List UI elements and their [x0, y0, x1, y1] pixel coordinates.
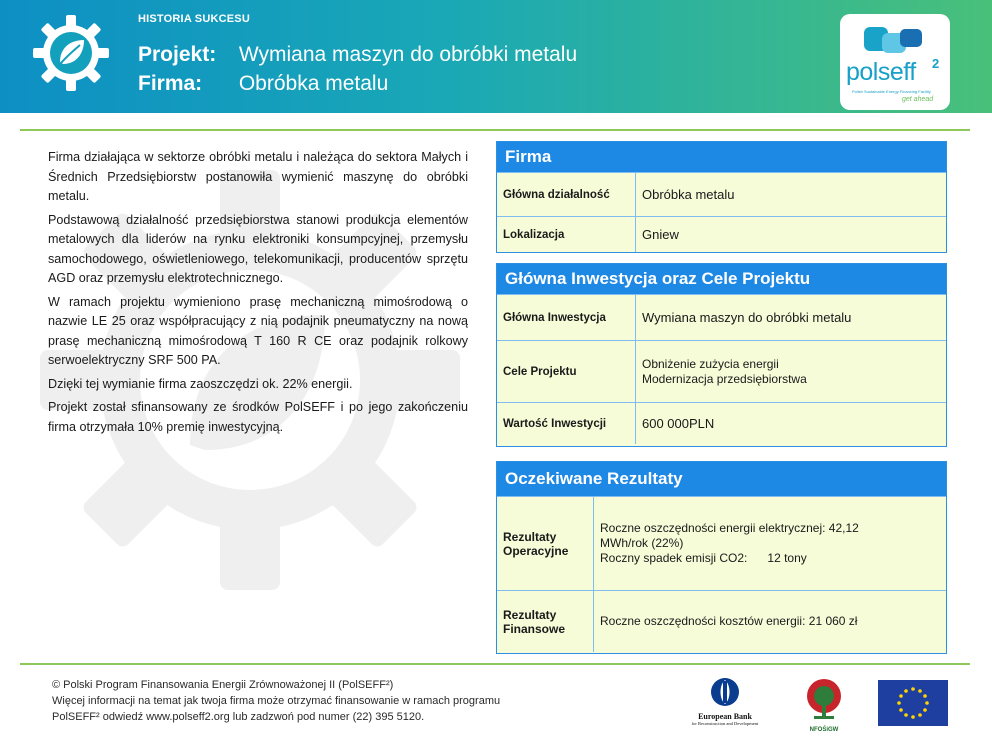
- row-label: [497, 591, 594, 652]
- project-value: Wymiana maszyn do obróbki metalu: [238, 43, 578, 66]
- row-label: Wartość Inwestycji: [497, 403, 636, 444]
- footer-text: [52, 677, 500, 725]
- bottom-divider: [20, 663, 970, 665]
- result-line: Roczne oszczędności energii elektrycznej: 42,12: [600, 521, 859, 535]
- company-label: Firma:: [138, 72, 203, 95]
- row-label: Główna działalność: [497, 173, 636, 216]
- description-text: [48, 148, 468, 441]
- nfosigw-name: NFOŚiGW: [809, 727, 839, 733]
- paragraph: Firma działająca w sektorze obróbki metalu i należąca do sektora Małych i Średnich Przedsiębiorstw postanowiła wymienić maszynę do obróbki metalu.: [48, 150, 468, 203]
- paragraph: Podstawową działalność przedsiębiorstwa stanowi produkcja elementów metalowych dla liderów na rynku elektroniki konsumpcyjnej, przemysłu samochodowego, oświetleniowego, telekomunikacji, producentów sprzętu AGD oraz przemysłu elektrotechnicznego.: [48, 212, 468, 285]
- footer-contact: PolSEFF² odwiedź www.polseff2.org lub zadzwoń pod numer (22) 395 5120.: [52, 711, 425, 723]
- top-divider: [20, 129, 970, 131]
- footer-copyright: © Polski Program Finansowania Energii Zrównoważonej II (PolSEFF²): [52, 679, 394, 691]
- row-label-line: Finansowe: [503, 621, 566, 636]
- goal-line: Obniżenie zużycia energii: [642, 356, 779, 371]
- company-row: [138, 72, 388, 96]
- row-value: [636, 341, 807, 402]
- company-panel-title: Firma: [497, 142, 946, 172]
- paragraph: Projekt został sfinansowany ze środków PolSEFF i po jego zakończeniu firma otrzymała 10% premię inwestycyjną.: [48, 400, 468, 434]
- story-label: HISTORIA SUKCESU: [138, 13, 250, 25]
- polseff-mark-icon: [860, 23, 930, 57]
- investment-panel-title: Główna Inwestycja oraz Cele Projektu: [497, 264, 946, 294]
- header-banner: [0, 0, 992, 113]
- goal-line: Modernizacja przedsiębiorstwa: [642, 371, 807, 386]
- table-row: [497, 340, 946, 402]
- table-row: [497, 402, 946, 444]
- result-line: MWh/rok (22%): [600, 536, 684, 550]
- paragraph: W ramach projektu wymieniono prasę mechaniczną mimośrodową o nazwie LE 25 oraz współpracujący z nią podajnik pneumatyczny na nową prasę mechaniczną mimośrodową T 160 R CE oraz podajnik rolkowy serwoelektryczny SRF 500 PA.: [48, 294, 468, 367]
- table-row: [497, 294, 946, 340]
- row-value: Obróbka metalu: [642, 187, 735, 202]
- company-value: Obróbka metalu: [238, 72, 389, 95]
- polseff-logo: [840, 14, 950, 110]
- company-panel: [496, 141, 947, 253]
- row-value: 600 000PLN: [642, 416, 715, 431]
- row-label-line: Rezultaty: [503, 607, 557, 622]
- ebrd-logo: [680, 677, 770, 733]
- row-value: [594, 497, 859, 590]
- project-label: Projekt:: [138, 43, 217, 66]
- polseff-tagline: get ahead: [902, 96, 934, 103]
- polseff-subtitle: Polish Sustainable Energy Financing Facility: [852, 89, 931, 94]
- row-label: Lokalizacja: [497, 217, 636, 252]
- gear-leaf-icon: [30, 12, 112, 94]
- ebrd-name: European Bank: [698, 712, 752, 721]
- row-value: Wymiana maszyn do obróbki metalu: [642, 310, 852, 325]
- nfosigw-logo: [800, 678, 848, 734]
- row-label: Główna Inwestycja: [497, 295, 636, 340]
- ebrd-subtitle: for Reconstruction and Development: [691, 721, 759, 726]
- eu-flag-icon: [878, 680, 948, 726]
- results-panel: [496, 461, 947, 654]
- row-value: Gniew: [642, 227, 679, 242]
- table-row: [497, 590, 946, 652]
- paragraph: Dzięki tej wymianie firma zaoszczędzi ok. 22% energii.: [48, 376, 353, 391]
- project-row: [138, 43, 577, 67]
- table-row: [497, 216, 946, 252]
- ebrd-mark-icon: [710, 677, 740, 707]
- row-label-line: Rezultaty: [503, 529, 557, 544]
- row-label: Cele Projektu: [497, 341, 636, 402]
- row-label-line: Operacyjne: [503, 543, 569, 558]
- result-line: Roczny spadek emisji CO2: 12 tony: [600, 551, 807, 565]
- investment-panel: [496, 263, 947, 447]
- polseff-superscript: 2: [932, 56, 940, 71]
- polseff-wordmark: polseff: [846, 58, 916, 86]
- row-value: Roczne oszczędności kosztów energii: 21 060 zł: [600, 614, 858, 628]
- table-row: [497, 172, 946, 216]
- results-panel-title: Oczekiwane Rezultaty: [497, 462, 946, 496]
- row-label: [497, 497, 594, 590]
- footer-info: Więcej informacji na temat jak twoja firma może otrzymać finansowanie w ramach programu: [52, 695, 501, 707]
- nfosigw-mark-icon: [802, 678, 846, 722]
- table-row: [497, 496, 946, 590]
